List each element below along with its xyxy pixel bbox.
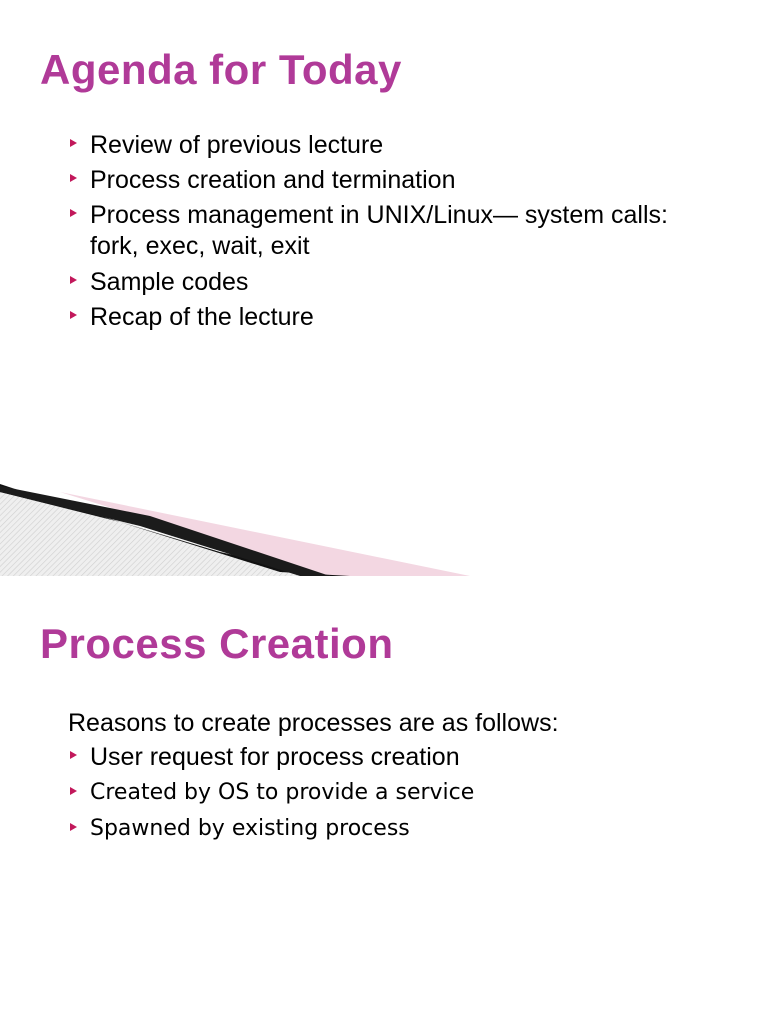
list-item <box>68 778 708 808</box>
triangle-bullet-icon <box>70 174 77 182</box>
agenda-list <box>68 130 708 337</box>
reasons-list <box>68 742 708 850</box>
list-item <box>68 165 708 195</box>
list-item-text: Spawned by existing process <box>90 816 410 841</box>
list-item <box>68 302 708 332</box>
list-item <box>68 130 708 160</box>
slide-process-creation <box>0 576 768 1024</box>
list-item <box>68 200 708 262</box>
triangle-bullet-icon <box>70 209 77 217</box>
triangle-bullet-icon <box>70 311 77 319</box>
triangle-bullet-icon <box>70 276 77 284</box>
list-item-text: User request for process creation <box>90 743 460 771</box>
list-item-text: Created by OS to provide a service <box>90 780 475 805</box>
slide-title: Process Creation <box>40 620 394 667</box>
triangle-bullet-icon <box>70 787 77 795</box>
list-item <box>68 814 708 844</box>
diagonal-swoosh-decoration <box>0 470 470 576</box>
slide-title: Agenda for Today <box>40 46 402 93</box>
list-item-text: Review of previous lecture <box>90 131 384 159</box>
intro-text: Reasons to create processes are as follows: <box>68 709 559 737</box>
triangle-bullet-icon <box>70 139 77 147</box>
list-item-text: Sample codes <box>90 268 249 296</box>
list-item-text: Recap of the lecture <box>90 303 314 331</box>
list-item-text: Process creation and termination <box>90 166 456 194</box>
triangle-bullet-icon <box>70 823 77 831</box>
list-item <box>68 267 708 297</box>
list-item <box>68 742 708 772</box>
triangle-bullet-icon <box>70 751 77 759</box>
list-item-text: Process management in UNIX/Linux— system calls: fork, exec, wait, exit <box>90 201 668 260</box>
